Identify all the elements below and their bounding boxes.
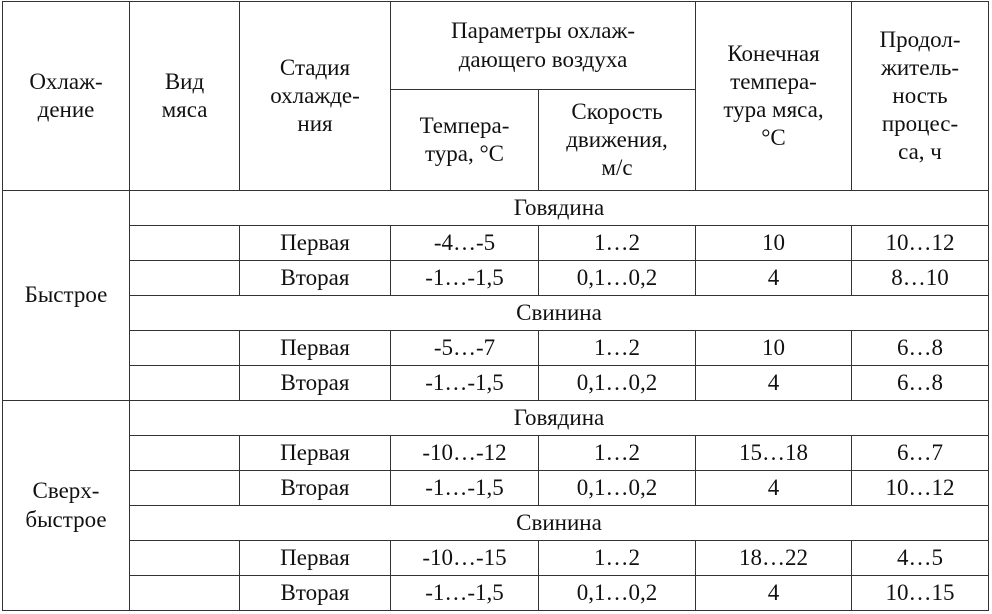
- final-temp-cell: 4: [696, 261, 852, 296]
- stage-cell: Первая: [240, 331, 391, 366]
- meat-row: [3, 401, 989, 436]
- speed-cell: 1…2: [539, 436, 696, 471]
- duration-cell: 4…5: [852, 541, 989, 576]
- temp-cell: -10…-12: [391, 436, 539, 471]
- speed-cell: 0,1…0,2: [539, 471, 696, 506]
- meat-name-cell: Говядина: [130, 401, 989, 436]
- header-air-params: Параметры охлаж- дающего воздуха: [391, 2, 696, 90]
- final-temp-cell: 4: [696, 576, 852, 611]
- speed-cell: 1…2: [539, 331, 696, 366]
- duration-cell: 6…7: [852, 436, 989, 471]
- meat-name-cell: Свинина: [130, 296, 989, 331]
- table-row: [3, 471, 989, 506]
- header-row-1: [3, 2, 989, 90]
- cooling-type-cell: Быстрое: [3, 191, 130, 401]
- stage-cell: Вторая: [240, 576, 391, 611]
- header-temperature: Темпера- тура, °С: [391, 90, 539, 191]
- duration-cell: 10…12: [852, 471, 989, 506]
- cooling-type-cell: Сверх- быстрое: [3, 401, 130, 611]
- final-temp-cell: 4: [696, 471, 852, 506]
- meat-row: [3, 191, 989, 226]
- final-temp-cell: 15…18: [696, 436, 852, 471]
- temp-cell: -10…-15: [391, 541, 539, 576]
- speed-cell: 0,1…0,2: [539, 261, 696, 296]
- table-row: [3, 436, 989, 471]
- header-meat-type: Вид мяса: [130, 2, 240, 191]
- table-row: [3, 366, 989, 401]
- table-row: [3, 576, 989, 611]
- temp-cell: -1…-1,5: [391, 366, 539, 401]
- stage-cell: Вторая: [240, 471, 391, 506]
- empty-cell: [130, 261, 240, 296]
- empty-cell: [130, 331, 240, 366]
- speed-cell: 0,1…0,2: [539, 366, 696, 401]
- speed-cell: 0,1…0,2: [539, 576, 696, 611]
- final-temp-cell: 10: [696, 331, 852, 366]
- table-row: [3, 331, 989, 366]
- meat-row: [3, 296, 989, 331]
- duration-cell: 10…12: [852, 226, 989, 261]
- speed-cell: 1…2: [539, 226, 696, 261]
- duration-cell: 6…8: [852, 331, 989, 366]
- header-speed: Скорость движения, м/с: [539, 90, 696, 191]
- header-stage: Стадия охлажде- ния: [240, 2, 391, 191]
- stage-cell: Первая: [240, 436, 391, 471]
- stage-cell: Первая: [240, 226, 391, 261]
- temp-cell: -4…-5: [391, 226, 539, 261]
- speed-cell: 1…2: [539, 541, 696, 576]
- table-row: [3, 541, 989, 576]
- meat-cooling-table: [2, 1, 989, 611]
- empty-cell: [130, 576, 240, 611]
- duration-cell: 8…10: [852, 261, 989, 296]
- empty-cell: [130, 436, 240, 471]
- temp-cell: -1…-1,5: [391, 576, 539, 611]
- empty-cell: [130, 226, 240, 261]
- meat-name-cell: Говядина: [130, 191, 989, 226]
- header-duration: Продол- житель- ность процес- са, ч: [852, 2, 989, 191]
- header-final-temp: Конечная темпера- тура мяса, °С: [696, 2, 852, 191]
- final-temp-cell: 18…22: [696, 541, 852, 576]
- header-cooling: Охлаж- дение: [3, 2, 130, 191]
- stage-cell: Вторая: [240, 366, 391, 401]
- table-row: [3, 226, 989, 261]
- meat-name-cell: Свинина: [130, 506, 989, 541]
- meat-row: [3, 506, 989, 541]
- empty-cell: [130, 541, 240, 576]
- duration-cell: 6…8: [852, 366, 989, 401]
- final-temp-cell: 10: [696, 226, 852, 261]
- stage-cell: Вторая: [240, 261, 391, 296]
- empty-cell: [130, 471, 240, 506]
- table-row: [3, 261, 989, 296]
- temp-cell: -1…-1,5: [391, 261, 539, 296]
- temp-cell: -1…-1,5: [391, 471, 539, 506]
- empty-cell: [130, 366, 240, 401]
- duration-cell: 10…15: [852, 576, 989, 611]
- final-temp-cell: 4: [696, 366, 852, 401]
- stage-cell: Первая: [240, 541, 391, 576]
- temp-cell: -5…-7: [391, 331, 539, 366]
